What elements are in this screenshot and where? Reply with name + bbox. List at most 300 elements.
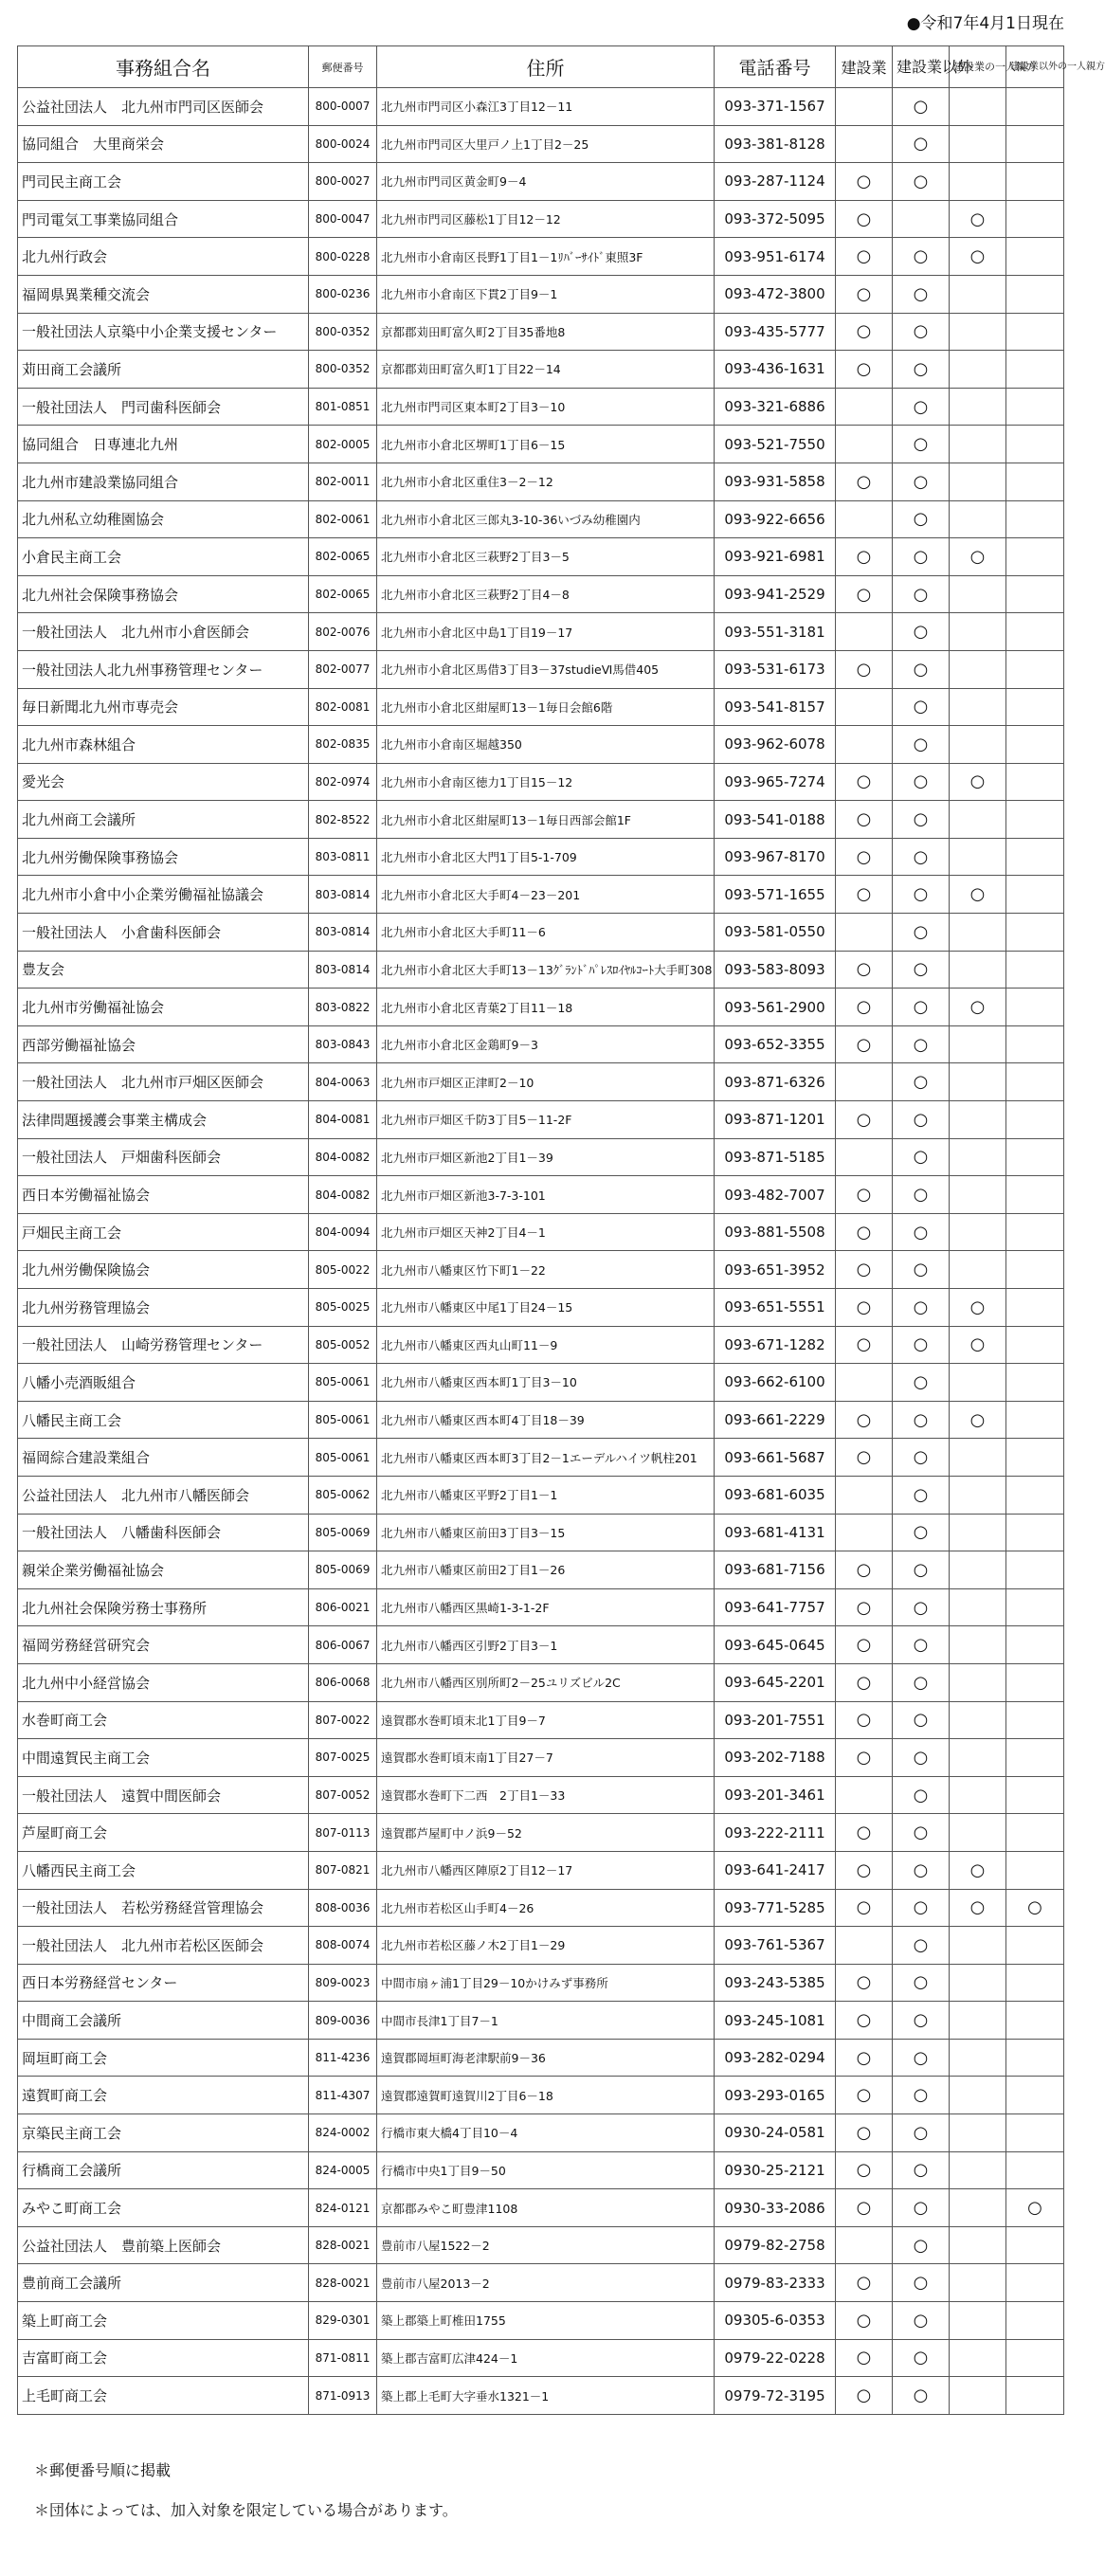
- address: 遠賀郡遠賀町遠賀川2丁目6－18: [377, 2077, 715, 2114]
- non-construction-sole-mark: [1006, 876, 1064, 914]
- phone-number: 093-922-6656: [715, 500, 836, 538]
- construction-sole-mark: [950, 1776, 1006, 1814]
- construction-mark: ○: [836, 1251, 893, 1289]
- table-row: [18, 914, 1064, 952]
- construction-mark: ○: [836, 313, 893, 351]
- table-row: [18, 951, 1064, 989]
- construction-mark: ○: [836, 351, 893, 389]
- non-construction-sole-mark: [1006, 2226, 1064, 2264]
- association-name: 北九州行政会: [18, 238, 309, 276]
- non-construction-mark: ○: [893, 613, 950, 651]
- table-row: [18, 1588, 1064, 1626]
- association-name: 遠賀町商工会: [18, 2077, 309, 2114]
- address: 北九州市小倉北区大手町11－6: [377, 914, 715, 952]
- construction-mark: ○: [836, 1889, 893, 1927]
- non-construction-sole-mark: [1006, 1213, 1064, 1251]
- construction-sole-mark: ○: [950, 1401, 1006, 1439]
- phone-number: 093-521-7550: [715, 426, 836, 463]
- address: 築上郡吉富町広津424－1: [377, 2339, 715, 2377]
- association-name: 北九州社会保険事務協会: [18, 575, 309, 613]
- non-construction-mark: ○: [893, 1289, 950, 1327]
- phone-number: 093-243-5385: [715, 1964, 836, 2002]
- construction-mark: [836, 1138, 893, 1176]
- footnote-order: ＊郵便番号順に掲載: [34, 2461, 172, 2479]
- construction-sole-mark: ○: [950, 538, 1006, 576]
- construction-sole-mark: [950, 726, 1006, 764]
- table-row: [18, 1251, 1064, 1289]
- table-row: [18, 238, 1064, 276]
- non-construction-mark: ○: [893, 763, 950, 801]
- address: 北九州市門司区小森江3丁目12－11: [377, 88, 715, 126]
- association-name: 北九州市建設業協同組合: [18, 463, 309, 500]
- association-name: 芦屋町商工会: [18, 1814, 309, 1852]
- construction-mark: ○: [836, 238, 893, 276]
- phone-number: 093-482-7007: [715, 1176, 836, 1214]
- construction-sole-mark: [950, 2039, 1006, 2077]
- non-construction-sole-mark: [1006, 1588, 1064, 1626]
- postal-code: 804-0082: [309, 1138, 377, 1176]
- construction-sole-mark: [950, 2377, 1006, 2415]
- address: 北九州市小倉南区長野1丁目1－1ﾘﾊﾞｰｻｲﾄﾞ東照3F: [377, 238, 715, 276]
- construction-mark: ○: [836, 1851, 893, 1889]
- association-name: 福岡綜合建設業組合: [18, 1439, 309, 1477]
- association-name: 門司電気工事業協同組合: [18, 200, 309, 238]
- table-row: [18, 200, 1064, 238]
- phone-number: 0930-33-2086: [715, 2189, 836, 2227]
- address: 北九州市八幡東区前田2丁目1－26: [377, 1551, 715, 1589]
- non-construction-mark: ○: [893, 1439, 950, 1477]
- construction-mark: [836, 388, 893, 426]
- phone-number: 093-201-3461: [715, 1776, 836, 1814]
- address: 中間市長津1丁目7－1: [377, 2002, 715, 2040]
- non-construction-sole-mark: [1006, 989, 1064, 1026]
- construction-mark: ○: [836, 1289, 893, 1327]
- construction-sole-mark: [950, 125, 1006, 163]
- association-name: 親栄企業労働福祉協会: [18, 1551, 309, 1589]
- phone-number: 0979-72-3195: [715, 2377, 836, 2415]
- association-name: 協同組合 大里商栄会: [18, 125, 309, 163]
- association-name: 公益社団法人 北九州市門司区医師会: [18, 88, 309, 126]
- association-name: 中間遠賀民主商工会: [18, 1739, 309, 1777]
- non-construction-sole-mark: [1006, 914, 1064, 952]
- postal-code: 802-0974: [309, 763, 377, 801]
- non-construction-sole-mark: [1006, 238, 1064, 276]
- table-row: [18, 1626, 1064, 1664]
- construction-sole-mark: [950, 2151, 1006, 2189]
- header-name: 事務組合名: [18, 46, 309, 88]
- address: 北九州市八幡西区陣原2丁目12－17: [377, 1851, 715, 1889]
- table-row: [18, 1476, 1064, 1514]
- construction-sole-mark: ○: [950, 200, 1006, 238]
- table-row: [18, 2151, 1064, 2189]
- association-name: 福岡県異業種交流会: [18, 275, 309, 313]
- phone-number: 093-531-6173: [715, 650, 836, 688]
- non-construction-sole-mark: [1006, 1739, 1064, 1777]
- construction-sole-mark: [950, 2002, 1006, 2040]
- address: 北九州市門司区藤松1丁目12－12: [377, 200, 715, 238]
- association-name: 北九州私立幼稚園協会: [18, 500, 309, 538]
- address: 北九州市八幡東区西本町3丁目2－1エーデルハイツ帆柱201: [377, 1439, 715, 1477]
- non-construction-sole-mark: [1006, 1663, 1064, 1701]
- postal-code: 800-0024: [309, 125, 377, 163]
- non-construction-sole-mark: [1006, 388, 1064, 426]
- non-construction-sole-mark: [1006, 726, 1064, 764]
- association-name: 法律問題援護会事業主構成会: [18, 1101, 309, 1139]
- table-row: [18, 1401, 1064, 1439]
- address: 北九州市小倉南区下貫2丁目9－1: [377, 275, 715, 313]
- postal-code: 800-0027: [309, 163, 377, 201]
- construction-mark: ○: [836, 275, 893, 313]
- association-name: 岡垣町商工会: [18, 2039, 309, 2077]
- address: 北九州市小倉北区大手町13－13ｸﾞﾗﾝﾄﾞﾊﾟﾚｽﾛｲﾔﾙｺｰﾄ大手町308: [377, 951, 715, 989]
- association-table: [17, 45, 1105, 2415]
- address: 京都郡苅田町富久町1丁目22－14: [377, 351, 715, 389]
- address: 北九州市八幡西区引野2丁目3－1: [377, 1626, 715, 1664]
- address: 北九州市門司区東本町2丁目3－10: [377, 388, 715, 426]
- construction-sole-mark: [950, 1025, 1006, 1063]
- construction-mark: ○: [836, 2077, 893, 2114]
- construction-sole-mark: [950, 351, 1006, 389]
- association-name: 西部労働福祉協会: [18, 1025, 309, 1063]
- table-row: [18, 2002, 1064, 2040]
- address: 北九州市八幡東区西本町4丁目18－39: [377, 1401, 715, 1439]
- table-row: [18, 275, 1064, 313]
- table-row: [18, 1889, 1064, 1927]
- table-row: [18, 2302, 1064, 2340]
- phone-number: 093-671-1282: [715, 1326, 836, 1364]
- table-row: [18, 2114, 1064, 2152]
- postal-code: 808-0036: [309, 1889, 377, 1927]
- non-construction-sole-mark: [1006, 2377, 1064, 2415]
- non-construction-sole-mark: [1006, 1326, 1064, 1364]
- phone-number: 093-561-2900: [715, 989, 836, 1026]
- header-construction: 建設業: [836, 46, 893, 88]
- table-row: [18, 125, 1064, 163]
- non-construction-sole-mark: [1006, 838, 1064, 876]
- postal-code: 803-0814: [309, 876, 377, 914]
- non-construction-mark: ○: [893, 2264, 950, 2302]
- address: 北九州市小倉北区馬借3丁目3－37studieⅥ馬借405: [377, 650, 715, 688]
- construction-sole-mark: [950, 88, 1006, 126]
- header-tel: 電話番号: [715, 46, 836, 88]
- construction-sole-mark: [950, 1063, 1006, 1101]
- non-construction-sole-mark: [1006, 1814, 1064, 1852]
- phone-number: 093-541-8157: [715, 688, 836, 726]
- table-row: [18, 313, 1064, 351]
- non-construction-sole-mark: [1006, 88, 1064, 126]
- postal-code: 800-0352: [309, 351, 377, 389]
- table-body: [18, 88, 1064, 2415]
- non-construction-mark: ○: [893, 163, 950, 201]
- postal-code: 802-0005: [309, 426, 377, 463]
- table-row: [18, 1663, 1064, 1701]
- construction-sole-mark: [950, 650, 1006, 688]
- non-construction-mark: ○: [893, 1889, 950, 1927]
- non-construction-mark: ○: [893, 1814, 950, 1852]
- non-construction-sole-mark: [1006, 2264, 1064, 2302]
- non-construction-sole-mark: [1006, 426, 1064, 463]
- table-row: [18, 1551, 1064, 1589]
- table-row: [18, 688, 1064, 726]
- address: 北九州市小倉北区三萩野2丁目3－5: [377, 538, 715, 576]
- association-name: みやこ町商工会: [18, 2189, 309, 2227]
- construction-mark: ○: [836, 650, 893, 688]
- construction-mark: ○: [836, 2039, 893, 2077]
- association-name: 豊友会: [18, 951, 309, 989]
- construction-mark: ○: [836, 801, 893, 839]
- construction-sole-mark: ○: [950, 1889, 1006, 1927]
- construction-sole-mark: [950, 2264, 1006, 2302]
- construction-mark: ○: [836, 951, 893, 989]
- non-construction-mark: ○: [893, 1927, 950, 1965]
- phone-number: 093-651-3952: [715, 1251, 836, 1289]
- construction-sole-mark: ○: [950, 1326, 1006, 1364]
- postal-code: 871-0811: [309, 2339, 377, 2377]
- construction-sole-mark: [950, 1626, 1006, 1664]
- header-non-construction: 建設業以外: [893, 46, 950, 88]
- non-construction-sole-mark: [1006, 275, 1064, 313]
- phone-number: 093-681-7156: [715, 1551, 836, 1589]
- table-row: [18, 1851, 1064, 1889]
- address: 北九州市八幡東区西丸山町11－9: [377, 1326, 715, 1364]
- address: 北九州市戸畑区正津町2－10: [377, 1063, 715, 1101]
- construction-mark: ○: [836, 989, 893, 1026]
- association-name: 一般社団法人北九州事務管理センター: [18, 650, 309, 688]
- address: 中間市扇ヶ浦1丁目29－10かけみず事務所: [377, 1964, 715, 2002]
- construction-mark: [836, 726, 893, 764]
- construction-mark: [836, 426, 893, 463]
- construction-sole-mark: ○: [950, 763, 1006, 801]
- association-name: 苅田商工会議所: [18, 351, 309, 389]
- header-zip: 郵便番号: [309, 46, 377, 88]
- postal-code: 829-0301: [309, 2302, 377, 2340]
- construction-mark: ○: [836, 1588, 893, 1626]
- association-name: 一般社団法人 門司歯科医師会: [18, 388, 309, 426]
- construction-sole-mark: [950, 313, 1006, 351]
- non-construction-mark: ○: [893, 275, 950, 313]
- table-row: [18, 1025, 1064, 1063]
- non-construction-sole-mark: [1006, 1025, 1064, 1063]
- association-name: 北九州市森林組合: [18, 726, 309, 764]
- association-name: 福岡労務経営研究会: [18, 1626, 309, 1664]
- phone-number: 0979-83-2333: [715, 2264, 836, 2302]
- postal-code: 805-0069: [309, 1514, 377, 1551]
- postal-code: 800-0047: [309, 200, 377, 238]
- postal-code: 811-4307: [309, 2077, 377, 2114]
- association-name: 北九州市小倉中小企業労働福祉協議会: [18, 876, 309, 914]
- postal-code: 807-0113: [309, 1814, 377, 1852]
- construction-mark: [836, 1364, 893, 1402]
- table-row: [18, 2226, 1064, 2264]
- non-construction-sole-mark: [1006, 1289, 1064, 1327]
- postal-code: 800-0236: [309, 275, 377, 313]
- non-construction-mark: ○: [893, 1025, 950, 1063]
- address: 北九州市小倉北区三郎丸3-10-36いづみ幼稚園内: [377, 500, 715, 538]
- non-construction-mark: ○: [893, 914, 950, 952]
- non-construction-mark: [893, 200, 950, 238]
- phone-number: 093-871-5185: [715, 1138, 836, 1176]
- table-row: [18, 1514, 1064, 1551]
- construction-sole-mark: [950, 1439, 1006, 1477]
- non-construction-mark: ○: [893, 1176, 950, 1214]
- table-row: [18, 1213, 1064, 1251]
- non-construction-sole-mark: [1006, 1701, 1064, 1739]
- postal-code: 807-0025: [309, 1739, 377, 1777]
- non-construction-mark: ○: [893, 388, 950, 426]
- non-construction-mark: ○: [893, 351, 950, 389]
- non-construction-sole-mark: [1006, 2114, 1064, 2152]
- phone-number: 093-282-0294: [715, 2039, 836, 2077]
- construction-sole-mark: [950, 426, 1006, 463]
- postal-code: 803-0822: [309, 989, 377, 1026]
- construction-sole-mark: [950, 951, 1006, 989]
- non-construction-mark: ○: [893, 1476, 950, 1514]
- phone-number: 093-871-1201: [715, 1101, 836, 1139]
- address: 行橋市中央1丁目9－50: [377, 2151, 715, 2189]
- non-construction-mark: ○: [893, 1588, 950, 1626]
- non-construction-sole-mark: [1006, 313, 1064, 351]
- phone-number: 093-652-3355: [715, 1025, 836, 1063]
- non-construction-mark: ○: [893, 1776, 950, 1814]
- non-construction-mark: ○: [893, 238, 950, 276]
- address: 北九州市若松区山手町4－26: [377, 1889, 715, 1927]
- address: 北九州市小倉北区三萩野2丁目4－8: [377, 575, 715, 613]
- non-construction-mark: ○: [893, 500, 950, 538]
- address: 北九州市戸畑区新池2丁目1－39: [377, 1138, 715, 1176]
- postal-code: 802-0081: [309, 688, 377, 726]
- phone-number: 093-967-8170: [715, 838, 836, 876]
- postal-code: 871-0913: [309, 2377, 377, 2415]
- non-construction-mark: ○: [893, 1213, 950, 1251]
- construction-mark: ○: [836, 1551, 893, 1589]
- non-construction-mark: ○: [893, 1251, 950, 1289]
- association-name: 北九州社会保険労務士事務所: [18, 1588, 309, 1626]
- postal-code: 808-0074: [309, 1927, 377, 1965]
- address: 北九州市八幡東区竹下町1－22: [377, 1251, 715, 1289]
- phone-number: 093-771-5285: [715, 1889, 836, 1927]
- phone-number: 093-645-0645: [715, 1626, 836, 1664]
- association-name: 八幡民主商工会: [18, 1401, 309, 1439]
- construction-mark: ○: [836, 1176, 893, 1214]
- construction-sole-mark: [950, 1101, 1006, 1139]
- construction-mark: ○: [836, 2302, 893, 2340]
- table-row: [18, 2264, 1064, 2302]
- table-row: [18, 1739, 1064, 1777]
- non-construction-sole-mark: [1006, 538, 1064, 576]
- non-construction-sole-mark: [1006, 1439, 1064, 1477]
- construction-mark: ○: [836, 1663, 893, 1701]
- construction-mark: ○: [836, 2339, 893, 2377]
- non-construction-mark: ○: [893, 1551, 950, 1589]
- table-row: [18, 1364, 1064, 1402]
- construction-mark: [836, 688, 893, 726]
- non-construction-sole-mark: [1006, 1626, 1064, 1664]
- non-construction-mark: ○: [893, 1364, 950, 1402]
- association-name: 中間商工会議所: [18, 2002, 309, 2040]
- postal-code: 805-0069: [309, 1551, 377, 1589]
- non-construction-sole-mark: [1006, 1514, 1064, 1551]
- table-row: [18, 1701, 1064, 1739]
- postal-code: 802-0065: [309, 575, 377, 613]
- non-construction-sole-mark: [1006, 1476, 1064, 1514]
- construction-mark: ○: [836, 1439, 893, 1477]
- phone-number: 0930-25-2121: [715, 2151, 836, 2189]
- address: 北九州市小倉北区紺屋町13－1毎日会館6階: [377, 688, 715, 726]
- construction-sole-mark: ○: [950, 989, 1006, 1026]
- header-address: 住所: [377, 46, 715, 88]
- postal-code: 803-0811: [309, 838, 377, 876]
- phone-number: 093-381-8128: [715, 125, 836, 163]
- phone-number: 093-551-3181: [715, 613, 836, 651]
- phone-number: 093-662-6100: [715, 1364, 836, 1402]
- non-construction-mark: ○: [893, 1401, 950, 1439]
- non-construction-mark: ○: [893, 88, 950, 126]
- address: 遠賀郡水巻町頃末南1丁目27－7: [377, 1739, 715, 1777]
- construction-sole-mark: [950, 1138, 1006, 1176]
- association-name: 公益社団法人 豊前築上医師会: [18, 2226, 309, 2264]
- association-name: 水巻町商工会: [18, 1701, 309, 1739]
- construction-sole-mark: [950, 1476, 1006, 1514]
- postal-code: 800-0228: [309, 238, 377, 276]
- association-name: 一般社団法人 北九州市小倉医師会: [18, 613, 309, 651]
- non-construction-sole-mark: [1006, 1401, 1064, 1439]
- table-row: [18, 1138, 1064, 1176]
- construction-mark: [836, 1476, 893, 1514]
- association-name: 愛光会: [18, 763, 309, 801]
- postal-code: 804-0094: [309, 1213, 377, 1251]
- postal-code: 804-0081: [309, 1101, 377, 1139]
- construction-sole-mark: [950, 688, 1006, 726]
- construction-sole-mark: [950, 1739, 1006, 1777]
- postal-code: 802-0077: [309, 650, 377, 688]
- non-construction-mark: ○: [893, 313, 950, 351]
- address: 北九州市小倉北区紺屋町13－1毎日西部会館1F: [377, 801, 715, 839]
- non-construction-sole-mark: [1006, 763, 1064, 801]
- construction-mark: ○: [836, 2114, 893, 2152]
- non-construction-mark: ○: [893, 2114, 950, 2152]
- construction-sole-mark: [950, 1251, 1006, 1289]
- construction-mark: ○: [836, 200, 893, 238]
- table-row: [18, 1776, 1064, 1814]
- postal-code: 803-0814: [309, 951, 377, 989]
- non-construction-mark: ○: [893, 2039, 950, 2077]
- non-construction-mark: ○: [893, 1326, 950, 1364]
- postal-code: 800-0352: [309, 313, 377, 351]
- address: 北九州市小倉北区堺町1丁目6－15: [377, 426, 715, 463]
- non-construction-mark: ○: [893, 2077, 950, 2114]
- postal-code: 802-8522: [309, 801, 377, 839]
- association-name: 公益社団法人 北九州市八幡医師会: [18, 1476, 309, 1514]
- address: 北九州市八幡東区中尾1丁目24－15: [377, 1289, 715, 1327]
- construction-sole-mark: ○: [950, 876, 1006, 914]
- non-construction-sole-mark: [1006, 575, 1064, 613]
- phone-number: 093-645-2201: [715, 1663, 836, 1701]
- table-row: [18, 538, 1064, 576]
- construction-sole-mark: [950, 388, 1006, 426]
- non-construction-sole-mark: [1006, 2002, 1064, 2040]
- postal-code: 802-0061: [309, 500, 377, 538]
- phone-number: 093-871-6326: [715, 1063, 836, 1101]
- phone-number: 093-681-6035: [715, 1476, 836, 1514]
- footnotes: [34, 2460, 458, 2540]
- non-construction-sole-mark: [1006, 1851, 1064, 1889]
- postal-code: 806-0067: [309, 1626, 377, 1664]
- association-name: 一般社団法人 若松労務経営管理協会: [18, 1889, 309, 1927]
- non-construction-mark: ○: [893, 989, 950, 1026]
- address: 北九州市小倉北区重住3－2－12: [377, 463, 715, 500]
- table-row: [18, 1176, 1064, 1214]
- non-construction-sole-mark: [1006, 1927, 1064, 1965]
